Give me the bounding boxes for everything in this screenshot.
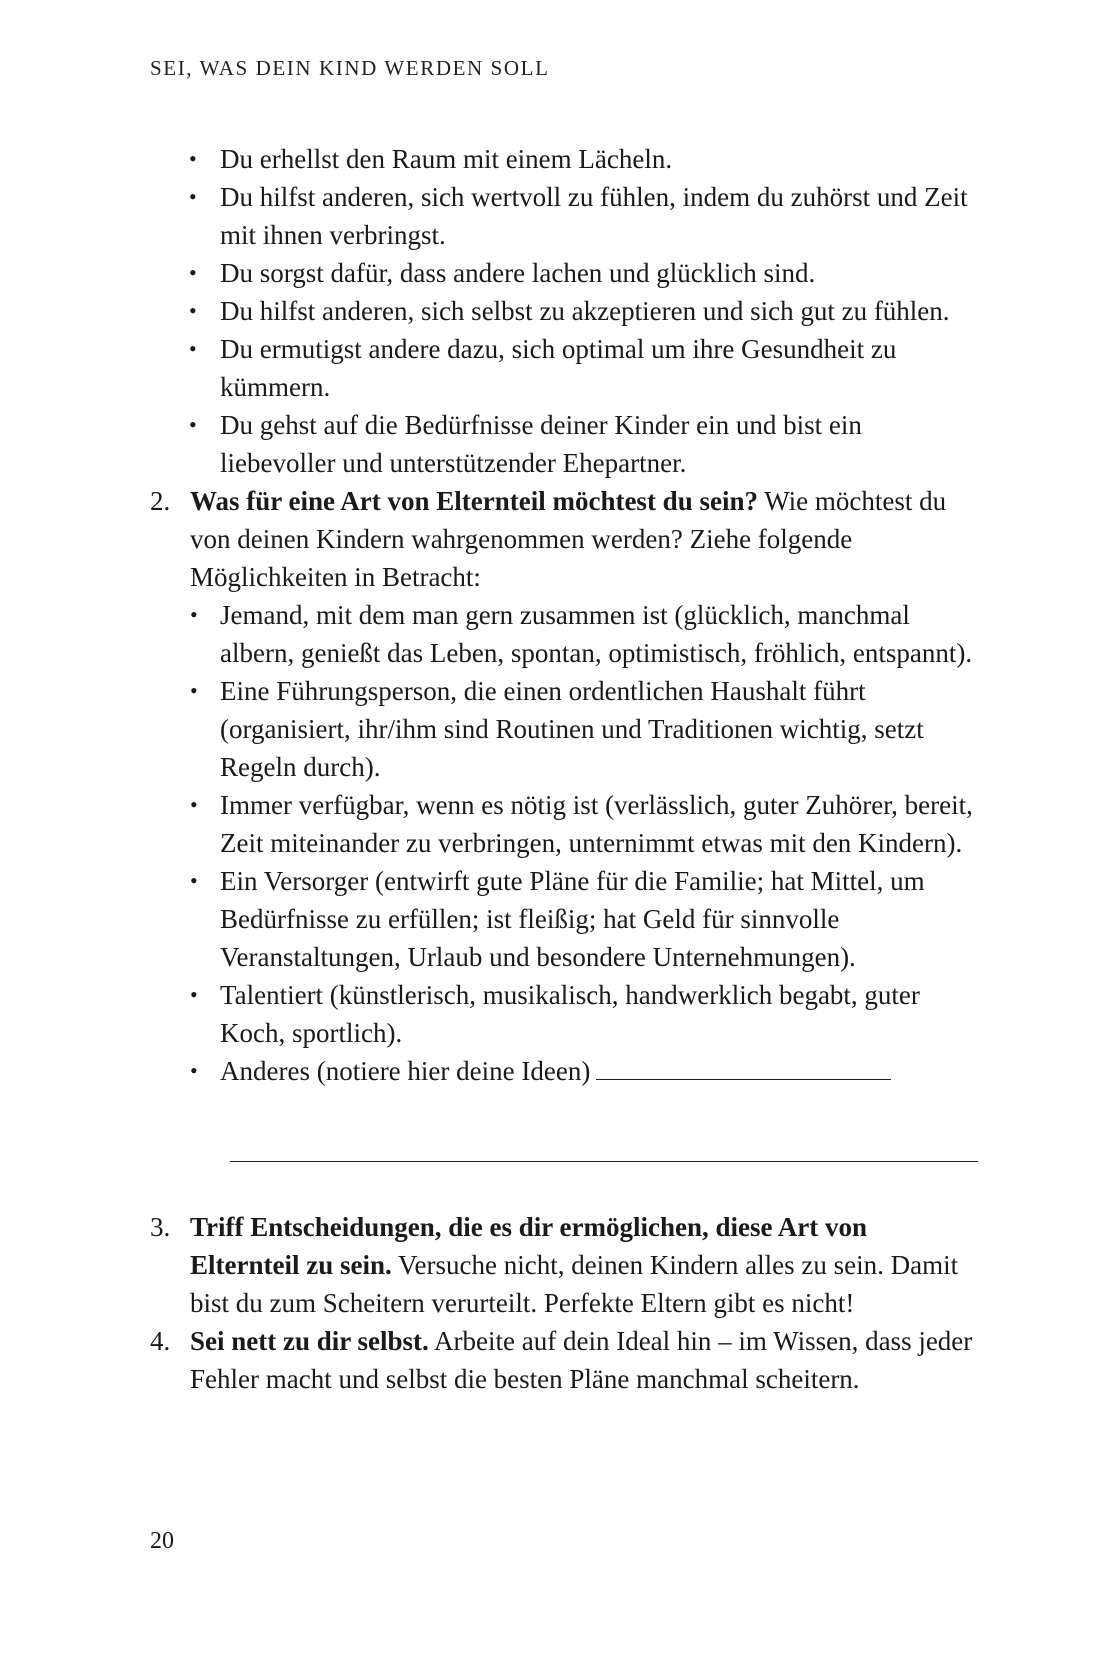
fill-in-blank-line[interactable] — [596, 1055, 891, 1080]
item-heading: Was für eine Art von Elternteil möchtest du sein? — [190, 486, 758, 516]
fill-in-blank-line[interactable] — [230, 1160, 978, 1162]
list-item: • Du erhellst den Raum mit einem Lächeln. — [150, 140, 980, 178]
bullet-icon: • — [190, 868, 198, 893]
bullet-icon: • — [190, 792, 198, 817]
list-item: • Du ermutigst andere dazu, sich optimal um ihre Gesundheit zu kümmern. — [150, 330, 980, 406]
list-item: • Du hilfst anderen, sich wertvoll zu fühlen, indem du zuhörst und Zeit mit ihnen verbringst. — [150, 178, 980, 254]
list-item: • Du gehst auf die Bedürfnisse deiner Kinder ein und bist ein liebevoller und unterstützender Ehepartner. — [150, 406, 980, 482]
intro-bullet-list — [150, 140, 980, 482]
bullet-icon: • — [190, 982, 198, 1007]
item-heading: Triff Entscheidungen, die es dir ermöglichen, diese Art von Elternteil zu sein. — [190, 1212, 867, 1280]
bullet-icon: • — [189, 336, 197, 361]
list-item: • Anderes (notiere hier deine Ideen) — [190, 1052, 980, 1090]
bullet-icon: • — [189, 412, 197, 437]
page-body — [150, 140, 980, 1398]
running-head: SEI, WAS DEIN KIND WERDEN SOLL — [150, 56, 550, 80]
bullet-icon: • — [190, 1058, 198, 1083]
item-text: Versuche nicht, deinen Kindern alles zu sein. Damit bist du zum Scheitern verurteilt. Perfekte Eltern gibt es nicht! — [190, 1250, 959, 1318]
item-heading: Sei nett zu dir selbst. — [190, 1326, 429, 1356]
bullet-icon: • — [189, 298, 197, 323]
item-text: Wie möchtest du von deinen Kindern wahrgenommen werden? Ziehe folgende Möglichkeiten in Betracht: — [190, 486, 947, 592]
list-item: • Ein Versorger (entwirft gute Pläne für die Familie; hat Mittel, um Bedürfnisse zu erfüllen; ist fleißig; hat Geld für sinnvolle Veranstaltungen, Urlaub und besondere Unternehmungen). — [190, 862, 980, 976]
list-item: • Du hilfst anderen, sich selbst zu akzeptieren und sich gut zu fühlen. — [150, 292, 980, 330]
list-item: • Immer verfügbar, wenn es nötig ist (verlässlich, guter Zuhörer, bereit, Zeit miteinander zu verbringen, unternimmt etwas mit den Kindern). — [190, 786, 980, 862]
numbered-item-4 — [150, 1322, 980, 1398]
bullet-icon: • — [189, 146, 197, 171]
list-item: • Du sorgst dafür, dass andere lachen und glücklich sind. — [150, 254, 980, 292]
bullet-icon: • — [189, 260, 197, 285]
list-item: • Eine Führungsperson, die einen ordentlichen Haushalt führt (organisiert, ihr/ihm sind Routinen und Traditionen wichtig, setzt Regeln durch). — [190, 672, 980, 786]
page-number: 20 — [150, 1528, 174, 1554]
item-text: Arbeite auf dein Ideal hin – im Wissen, dass jeder Fehler macht und selbst die besten Pläne manchmal scheitern. — [190, 1326, 973, 1394]
list-item: • Jemand, mit dem man gern zusammen ist (glücklich, manchmal albern, genießt das Leben, spontan, optimistisch, fröhlich, entspannt). — [190, 596, 980, 672]
option-bullet-list — [190, 596, 980, 1090]
item-number: 2. — [150, 486, 171, 516]
numbered-item-3 — [150, 1208, 980, 1322]
bullet-icon: • — [190, 678, 198, 703]
numbered-list — [150, 482, 980, 1398]
numbered-item-2 — [150, 482, 980, 1162]
item-number: 4. — [150, 1326, 171, 1356]
bullet-icon: • — [189, 184, 197, 209]
list-item: • Talentiert (künstlerisch, musikalisch, handwerklich begabt, guter Koch, sportlich). — [190, 976, 980, 1052]
item-number: 3. — [150, 1212, 171, 1242]
bullet-icon: • — [190, 602, 198, 627]
